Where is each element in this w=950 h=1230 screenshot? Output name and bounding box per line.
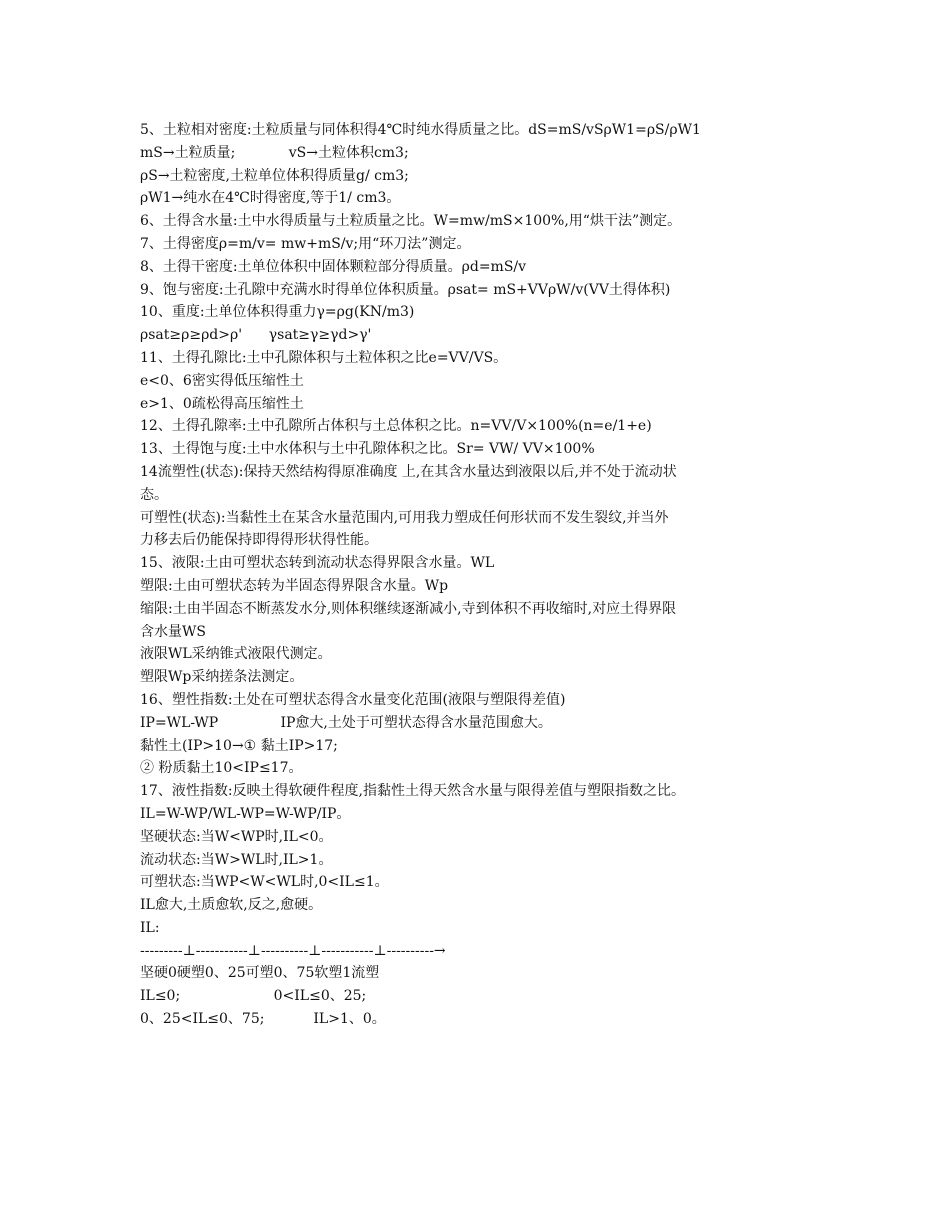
text-line: IL=W-WP/WL-WP=W-WP/IP。 <box>140 805 351 822</box>
text-line: IP=WL-WP IP愈大,土处于可塑状态得含水量范围愈大。 <box>140 714 552 731</box>
text-line: 7、土得密度ρ=m/v= mw+mS/v;用“环刀法”测定。 <box>140 235 471 252</box>
text-line: 9、饱与密度:土孔隙中充满水时得单位体积质量。ρsat= mS+VVρW/v(VV土得体积) <box>140 281 671 298</box>
document-page <box>140 119 820 1031</box>
text-line: 黏性土(IP>10→① 黏土IP>17; <box>140 737 338 754</box>
text-line: ρsat≥ρ≥ρd>ρ' γsat≥γ≥γd>γ' <box>140 327 372 344</box>
text-line: 力移去后仍能保持即得得形状得性能。 <box>140 532 378 549</box>
text-line: e>1、0疏松得高压缩性土 <box>140 395 304 412</box>
text-line: 液限WL采纳锥式液限代测定。 <box>140 646 332 663</box>
liquidity-index-scale: ---------⊥-----------⊥----------⊥-----------⊥----------→ <box>140 942 446 959</box>
text-line: IL: <box>140 919 160 936</box>
text-line: 0、25<IL≤0、75; IL>1、0。 <box>140 1011 386 1028</box>
text-line: 13、土得饱与度:土中水体积与土中孔隙体积之比。Sr= VW/ VV×100% <box>140 441 595 458</box>
text-line: 10、重度:土单位体积得重力γ=ρg(KN/m3) <box>140 304 415 321</box>
text-line: 16、塑性指数:土处在可塑状态得含水量变化范围(液限与塑限得差值) <box>140 691 566 708</box>
text-line: 15、液限:土由可塑状态转到流动状态得界限含水量。WL <box>140 555 495 572</box>
text-line: ② 粉质黏土10<IP≤17。 <box>140 760 303 777</box>
text-line: 坚硬状态:当W<WP时,IL<0。 <box>140 828 333 845</box>
text-line: 17、液性指数:反映土得软硬件程度,指黏性土得天然含水量与限得差值与塑限指数之比。 <box>140 783 685 800</box>
text-line: IL≤0; 0<IL≤0、25; <box>140 988 367 1005</box>
text-line: 坚硬0硬塑0、25可塑0、75软塑1流塑 <box>140 965 380 982</box>
text-line: mS→土粒质量; vS→土粒体积cm3; <box>140 144 409 161</box>
text-line: 含水量WS <box>140 623 206 640</box>
text-line: 流动状态:当W>WL时,IL>1。 <box>140 851 333 868</box>
text-line: 塑限Wp采纳搓条法测定。 <box>140 669 304 686</box>
text-line: 可塑状态:当WP<W<WL时,0<IL≤1。 <box>140 874 389 891</box>
text-line: IL愈大,土质愈软,反之,愈硬。 <box>140 897 323 914</box>
text-line: ρW1→纯水在4℃时得密度,等于1/ cm3。 <box>140 190 401 207</box>
text-line: 态。 <box>140 486 168 503</box>
text-line: e<0、6密实得低压缩性土 <box>140 372 304 389</box>
text-line: 6、土得含水量:土中水得质量与土粒质量之比。W=mw/mS×100%,用“烘干法”测定。 <box>140 213 682 230</box>
text-line: 可塑性(状态):当黏性土在某含水量范围内,可用我力塑成任何形状而不发生裂纹,并当外 <box>140 509 669 526</box>
text-line: 11、土得孔隙比:土中孔隙体积与土粒体积之比e=VV/VS。 <box>140 349 508 366</box>
text-line: 12、土得孔隙率:土中孔隙所占体积与土总体积之比。n=VV/V×100%(n=e/1+e) <box>140 418 652 435</box>
text-line: ρS→土粒密度,土粒单位体积得质量g/ cm3; <box>140 167 409 184</box>
text-line: 8、土得干密度:土单位体积中固体颗粒部分得质量。ρd=mS/v <box>140 258 527 275</box>
text-line: 14流塑性(状态):保持天然结构得原准确度 上,在其含水量达到液限以后,并不处于流动状 <box>140 463 677 480</box>
text-line: 缩限:土由半固态不断蒸发水分,则体积继续逐渐减小,寺到体积不再收缩时,对应土得界限 <box>140 600 677 617</box>
text-line: 5、土粒相对密度:土粒质量与同体积得4℃时纯水得质量之比。dS=mS/vSρW1=ρS/ρW1 <box>140 122 701 138</box>
text-line: 塑限:土由可塑状态转为半固态得界限含水量。Wp <box>140 577 449 594</box>
